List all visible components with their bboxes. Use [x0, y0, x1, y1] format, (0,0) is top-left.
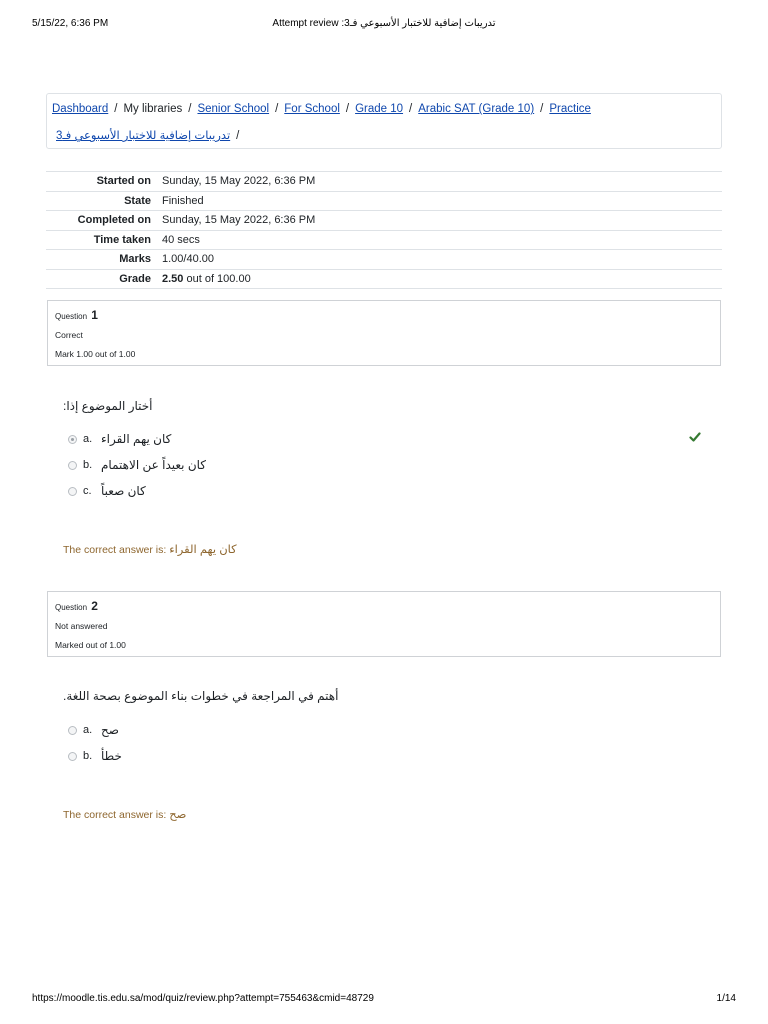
radio-button[interactable]: [68, 461, 77, 470]
question-2-text: أهتم في المراجعة في خطوات بناء الموضوع بصحة اللغة.: [63, 689, 339, 703]
option-text: كان صعباً: [101, 484, 146, 498]
breadcrumb: [46, 93, 722, 149]
question-2-correct-answer: The correct answer is: صح: [63, 809, 187, 821]
check-icon: [689, 431, 701, 443]
question-1-info: [47, 300, 721, 366]
print-footer: [0, 993, 768, 1007]
table-row: [46, 191, 722, 211]
option-letter: b.: [83, 459, 93, 471]
state-value: Finished: [157, 191, 722, 211]
question-1-option-b[interactable]: [68, 458, 206, 474]
question-mark: Marked out of 1.00: [55, 640, 126, 650]
print-header: [0, 18, 768, 32]
table-row: [46, 269, 722, 289]
completed-on-label: Completed on: [46, 211, 157, 231]
breadcrumb-arabic-sat[interactable]: Arabic SAT (Grade 10): [418, 103, 535, 115]
table-row: [46, 250, 722, 270]
radio-button[interactable]: [68, 487, 77, 496]
breadcrumb-my-libraries: My libraries: [123, 103, 183, 115]
breadcrumb-separator: /: [275, 103, 279, 115]
breadcrumb-separator: /: [114, 103, 118, 115]
question-state: Correct: [55, 330, 83, 340]
question-1-option-c[interactable]: [68, 484, 146, 500]
table-row: [46, 211, 722, 231]
option-letter: c.: [83, 485, 92, 497]
print-title: Attempt review :تدريبات إضافية للاختبار الأسبوعي فـ3: [272, 18, 496, 29]
option-text: كان يهم القراء: [101, 432, 172, 446]
table-row: [46, 230, 722, 250]
option-letter: a.: [83, 433, 93, 445]
question-state: Not answered: [55, 621, 108, 631]
grade-label: Grade: [46, 269, 157, 289]
question-1-text: أختار الموضوع إذا:: [63, 399, 153, 413]
started-on-label: Started on: [46, 172, 157, 192]
question-1-correct-answer: The correct answer is: كان يهم القراء: [63, 544, 237, 556]
option-text: خطأ: [101, 749, 122, 763]
breadcrumb-separator: /: [540, 103, 544, 115]
option-text: صح: [101, 723, 119, 737]
marks-value: 1.00/40.00: [157, 250, 722, 270]
breadcrumb-dashboard[interactable]: Dashboard: [52, 103, 109, 115]
question-mark: Mark 1.00 out of 1.00: [55, 349, 136, 359]
breadcrumb-separator: /: [188, 103, 192, 115]
question-number: Question 2: [55, 599, 98, 613]
radio-button[interactable]: [68, 435, 77, 444]
breadcrumb-separator: /: [236, 130, 240, 142]
breadcrumb-for-school[interactable]: For School: [284, 103, 340, 115]
state-label: State: [46, 191, 157, 211]
grade-score: 2.50: [162, 272, 184, 285]
breadcrumb-quiz[interactable]: تدريبات إضافية للاختبار الأسبوعي فـ3: [56, 130, 231, 142]
question-2-info: [47, 591, 721, 657]
grade-value: [157, 269, 722, 289]
marks-label: Marks: [46, 250, 157, 270]
grade-out-of: out of 100.00: [183, 272, 251, 285]
question-2-option-a[interactable]: [68, 723, 119, 739]
option-letter: a.: [83, 724, 93, 736]
radio-button[interactable]: [68, 752, 77, 761]
breadcrumb-practice[interactable]: Practice: [549, 103, 591, 115]
time-taken-label: Time taken: [46, 230, 157, 250]
print-date: 5/15/22, 6:36 PM: [32, 18, 109, 29]
started-on-value: Sunday, 15 May 2022, 6:36 PM: [157, 172, 722, 192]
table-row: [46, 172, 722, 192]
radio-button[interactable]: [68, 726, 77, 735]
breadcrumb-separator: /: [409, 103, 413, 115]
breadcrumb-grade-10[interactable]: Grade 10: [355, 103, 404, 115]
print-url: https://moodle.tis.edu.sa/mod/quiz/review.php?attempt=755463&cmid=48729: [32, 993, 374, 1004]
attempt-summary-table: [46, 171, 722, 289]
time-taken-value: 40 secs: [157, 230, 722, 250]
print-page-number: 1/14: [716, 993, 736, 1004]
question-number: Question 1: [55, 308, 98, 322]
question-1-option-a[interactable]: [68, 432, 171, 448]
option-text: كان بعيداً عن الاهتمام: [101, 458, 207, 472]
completed-on-value: Sunday, 15 May 2022, 6:36 PM: [157, 211, 722, 231]
breadcrumb-separator: /: [345, 103, 350, 115]
option-letter: b.: [83, 750, 93, 762]
breadcrumb-senior-school[interactable]: Senior School: [197, 103, 270, 115]
question-2-option-b[interactable]: [68, 749, 122, 765]
